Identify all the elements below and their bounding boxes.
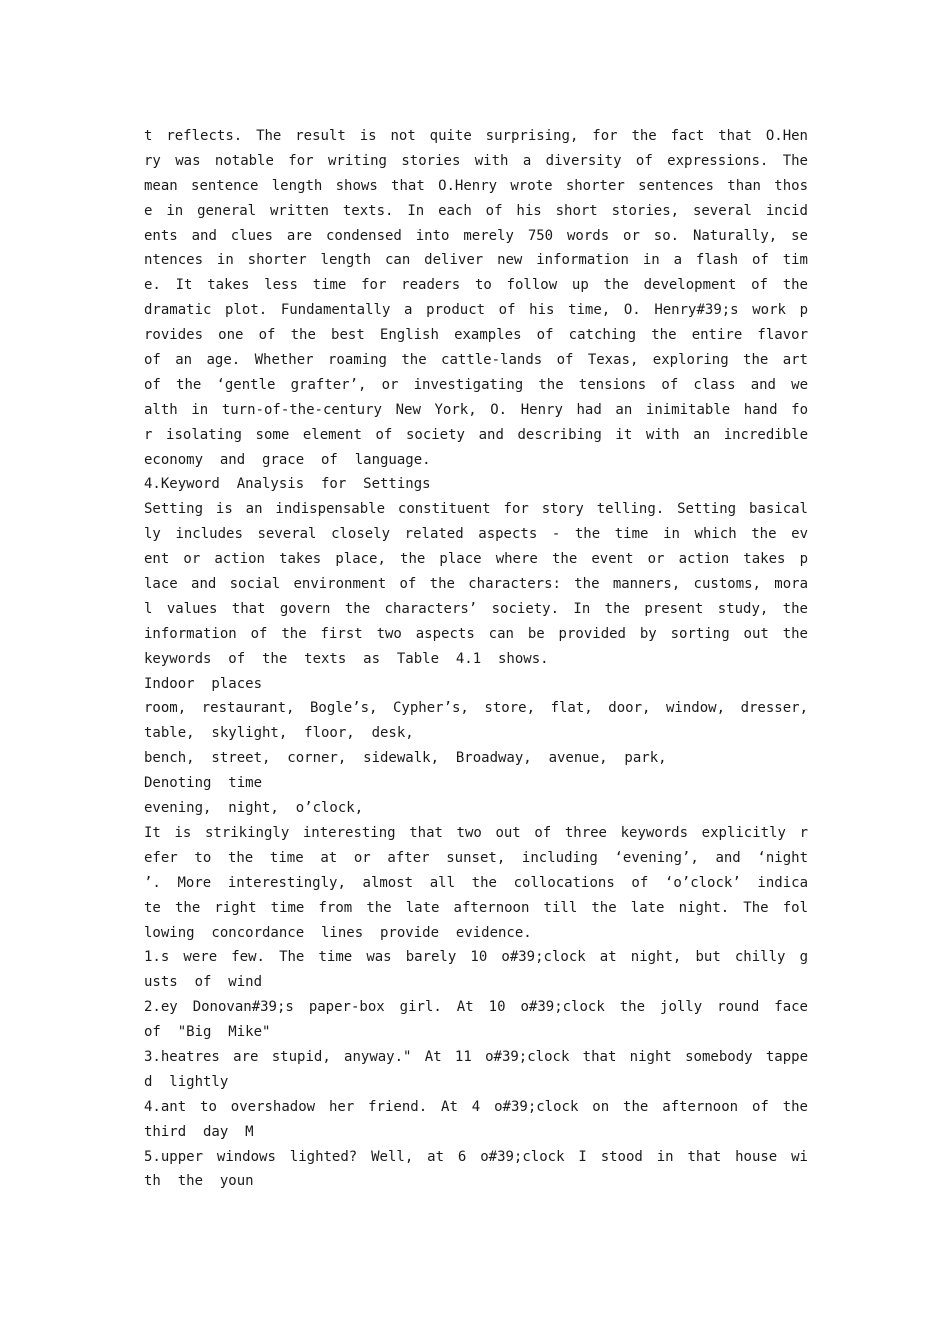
text-line: keywords of the texts as Table 4.1 shows. — [144, 650, 549, 667]
text-line: Indoor places — [144, 675, 263, 692]
text-line: 1.s were few. The time was barely 10 o#39;clock at night, but chilly g — [144, 949, 808, 966]
text-line: of the ‘gentle grafter’, or investigating the tensions of class and we — [144, 376, 808, 393]
text-line: ntences in shorter length can deliver new information in a flash of tim — [144, 252, 808, 269]
text-line: lowing concordance lines provide evidence. — [144, 924, 532, 941]
text-line: l values that govern the characters’ society. In the present study, the — [144, 600, 808, 617]
text-line: te the right time from the late afternoon till the late night. The fol — [144, 899, 808, 916]
document-body — [144, 124, 808, 1194]
text-line: usts of wind — [144, 974, 263, 991]
text-line: dramatic plot. Fundamentally a product of his time, O. Henry#39;s work p — [144, 302, 808, 319]
text-line: ent or action takes place, the place where the event or action takes p — [144, 551, 808, 568]
text-line: 4.ant to overshadow her friend. At 4 o#39;clock on the afternoon of the — [144, 1098, 808, 1115]
text-line: 3.heatres are stupid, anyway." At 11 o#39;clock that night somebody tappe — [144, 1048, 808, 1065]
text-line: evening, night, o’clock, — [144, 800, 364, 817]
text-line: ’. More interestingly, almost all the collocations of ‘o’clock’ indica — [144, 874, 808, 891]
text-line: economy and grace of language. — [144, 451, 431, 468]
text-line: mean sentence length shows that O.Henry wrote shorter sentences than thos — [144, 177, 808, 194]
text-line: third day M — [144, 1123, 254, 1140]
text-line: alth in turn-of-the-century New York, O. Henry had an inimitable hand fo — [144, 401, 808, 418]
text-line: 4.Keyword Analysis for Settings — [144, 476, 431, 493]
text-line: Denoting time — [144, 775, 263, 792]
text-line: ry was notable for writing stories with a diversity of expressions. The — [144, 152, 808, 169]
text-line: d lightly — [144, 1073, 229, 1090]
text-line: Setting is an indispensable constituent for story telling. Setting basical — [144, 501, 808, 518]
text-line: 5.upper windows lighted? Well, at 6 o#39;clock I stood in that house wi — [144, 1148, 808, 1165]
text-line: 2.ey Donovan#39;s paper-box girl. At 10 o#39;clock the jolly round face — [144, 999, 808, 1016]
text-line: th the youn — [144, 1173, 254, 1190]
text-line: It is strikingly interesting that two out of three keywords explicitly r — [144, 824, 808, 841]
text-line: bench, street, corner, sidewalk, Broadway, avenue, park, — [144, 750, 667, 767]
text-line: room, restaurant, Bogle’s, Cypher’s, store, flat, door, window, dresser, — [144, 700, 808, 717]
text-line: e in general written texts. In each of his short stories, several incid — [144, 202, 808, 219]
text-line: table, skylight, floor, desk, — [144, 725, 414, 742]
text-line: e. It takes less time for readers to follow up the development of the — [144, 277, 808, 294]
text-line: efer to the time at or after sunset, including ‘evening’, and ‘night — [144, 849, 808, 866]
text-line: lace and social environment of the characters: the manners, customs, mora — [144, 576, 808, 593]
text-line: of an age. Whether roaming the cattle-lands of Texas, exploring the art — [144, 352, 808, 369]
text-line: of "Big Mike" — [144, 1024, 271, 1041]
text-line: ly includes several closely related aspects - the time in which the ev — [144, 526, 808, 543]
text-line: information of the first two aspects can be provided by sorting out the — [144, 625, 808, 642]
text-line: ents and clues are condensed into merely 750 words or so. Naturally, se — [144, 227, 808, 244]
text-line: r isolating some element of society and describing it with an incredible — [144, 426, 808, 443]
text-line: rovides one of the best English examples of catching the entire flavor — [144, 327, 808, 344]
text-line: t reflects. The result is not quite surprising, for the fact that O.Hen — [144, 128, 808, 144]
